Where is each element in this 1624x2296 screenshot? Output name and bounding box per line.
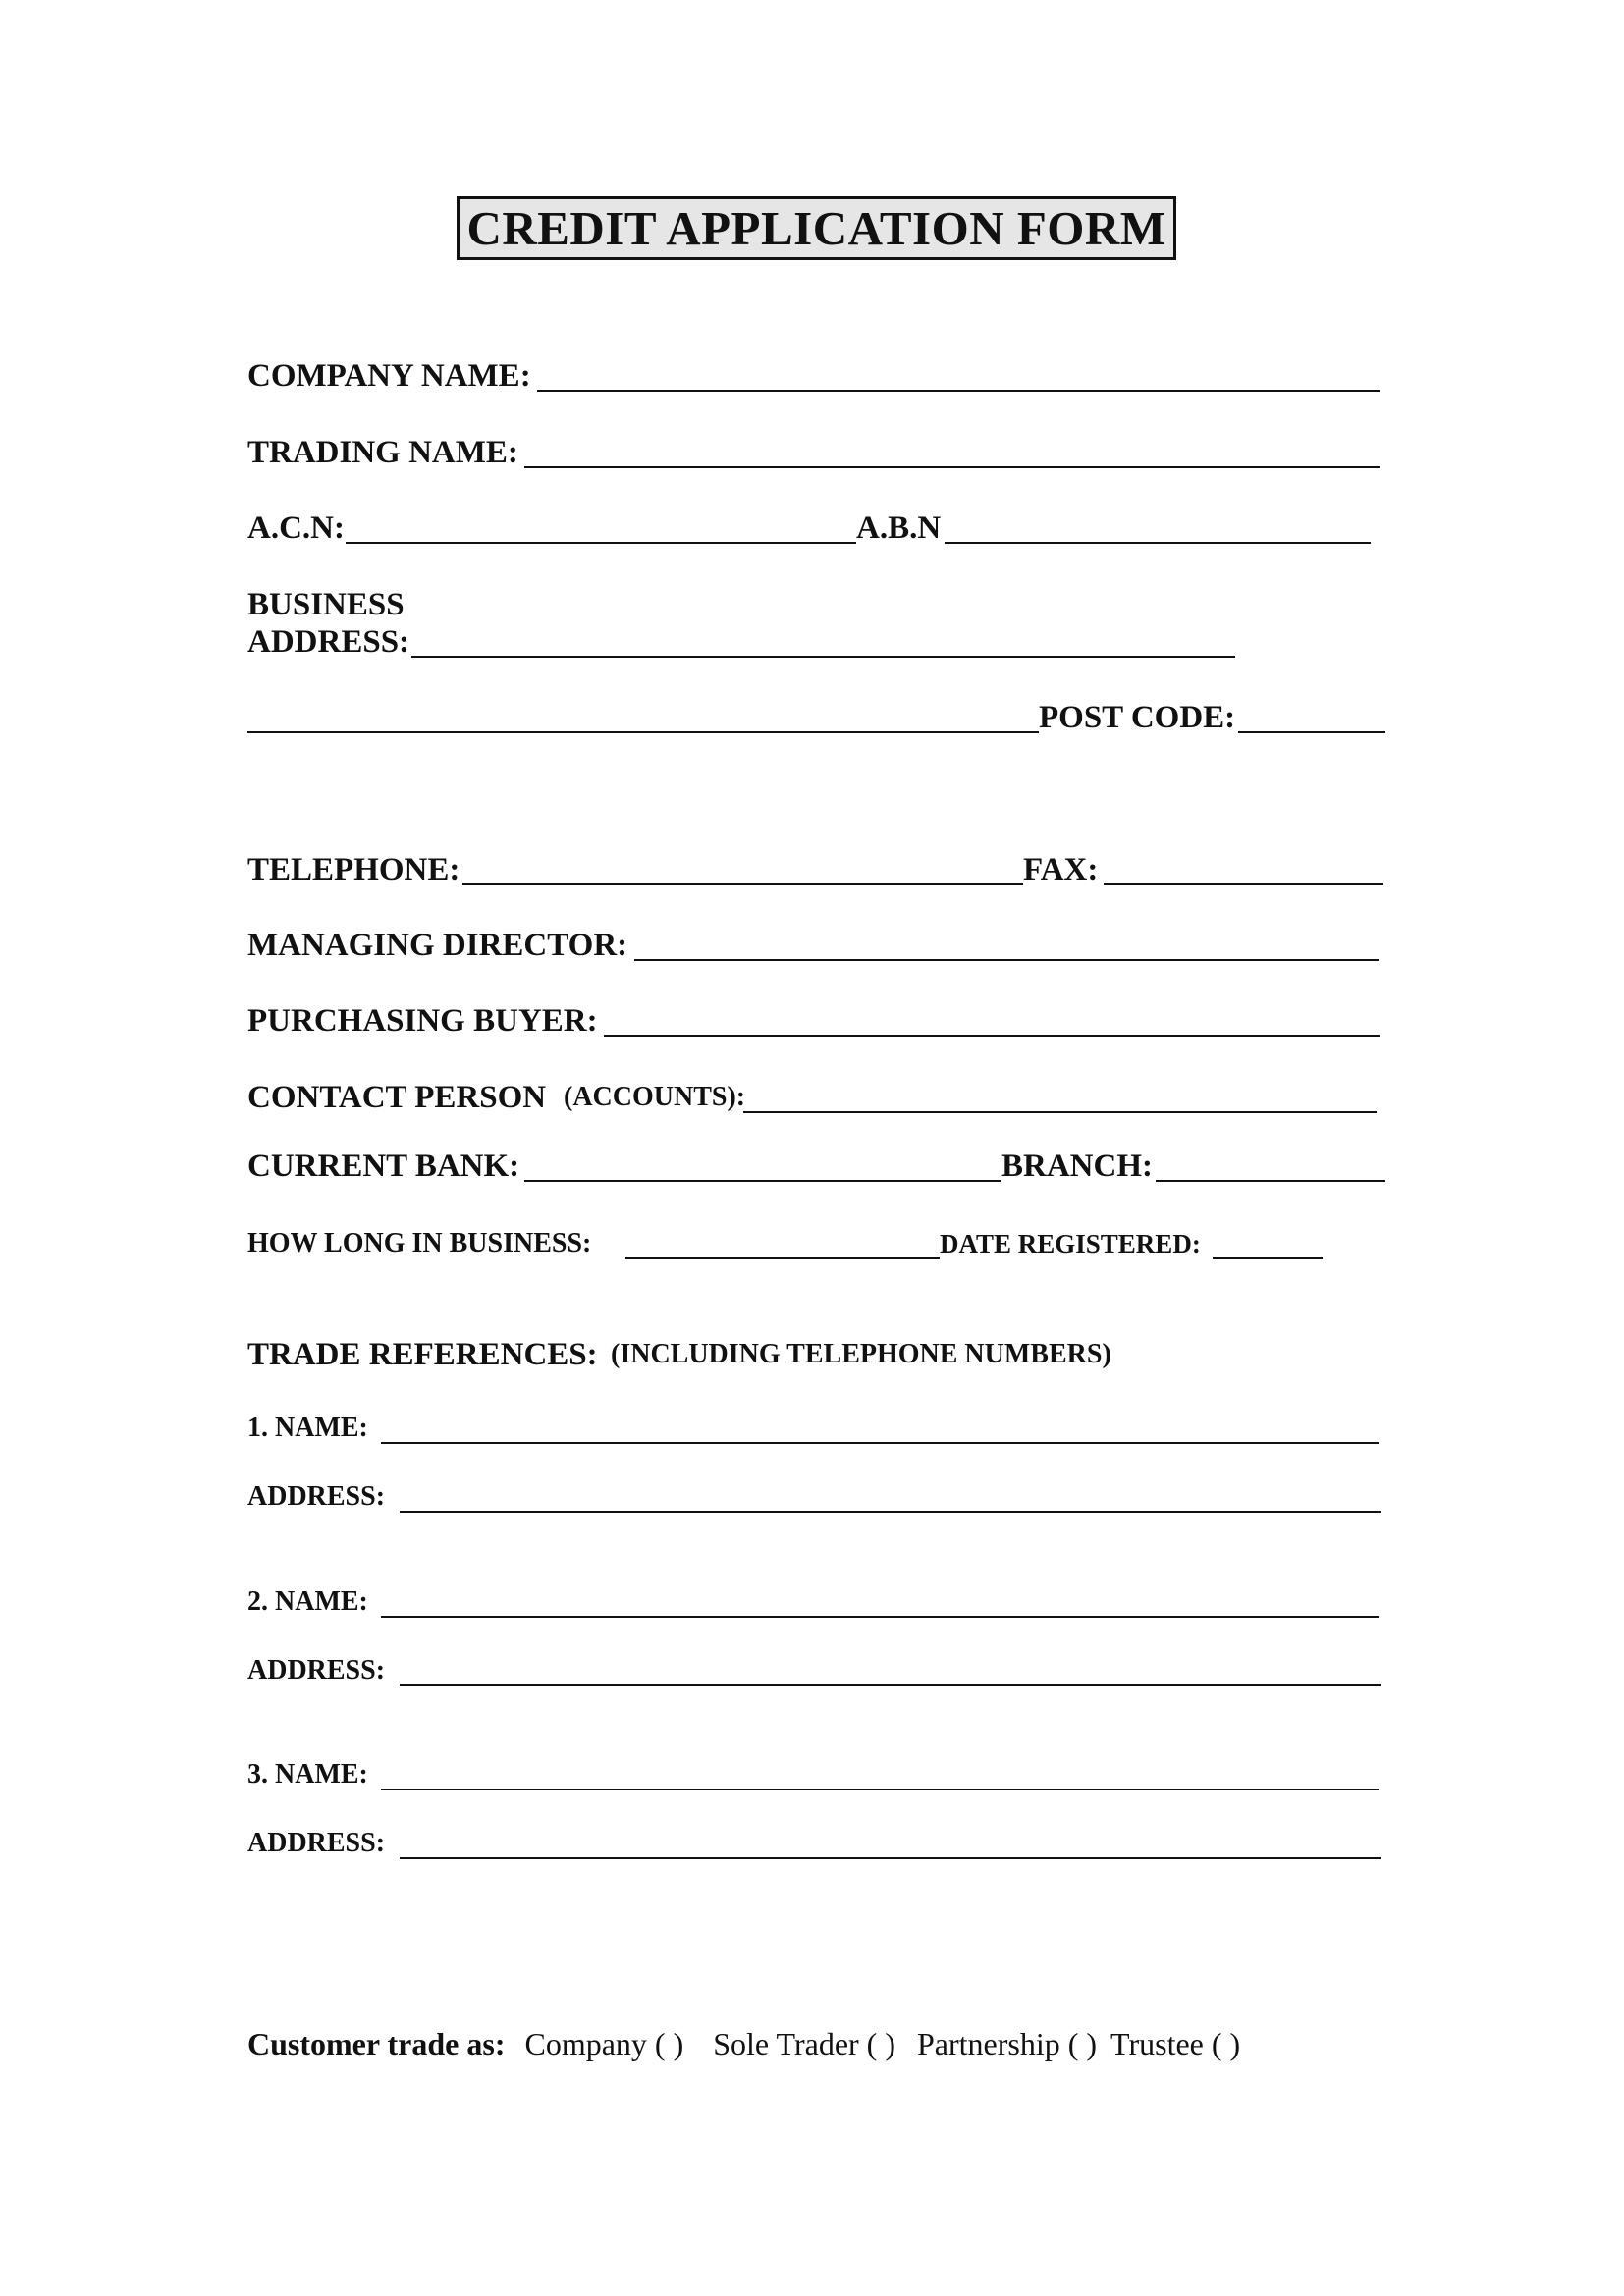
how-long-label: HOW LONG IN BUSINESS: — [247, 1228, 592, 1258]
reference-1-address-label: ADDRESS: — [247, 1481, 386, 1512]
business-address-label-line1: BUSINESS — [247, 587, 405, 622]
acn-field[interactable] — [346, 542, 856, 544]
branch-label: BRANCH: — [1001, 1148, 1153, 1184]
reference-1-name-field[interactable] — [381, 1442, 1379, 1444]
contact-person-field[interactable] — [743, 1111, 1377, 1113]
telephone-field[interactable] — [462, 883, 1023, 885]
reference-2-address-field[interactable] — [400, 1684, 1381, 1686]
how-long-field[interactable] — [625, 1257, 940, 1259]
reference-2-name-label: 2. NAME: — [247, 1586, 368, 1617]
trade-option-sole-trader[interactable]: Sole Trader ( ) — [713, 2026, 895, 2061]
trading-name-label: TRADING NAME: — [247, 435, 518, 470]
managing-director-label: MANAGING DIRECTOR: — [247, 928, 628, 963]
business-address-field-line2[interactable] — [247, 731, 1039, 733]
contact-person-note: (ACCOUNTS): — [564, 1082, 746, 1112]
contact-person-label: CONTACT PERSON — [247, 1080, 547, 1115]
reference-3-name-label: 3. NAME: — [247, 1759, 368, 1789]
trading-name-field[interactable] — [524, 466, 1380, 468]
current-bank-field[interactable] — [524, 1180, 1001, 1182]
date-registered-label: DATE REGISTERED: — [940, 1229, 1201, 1258]
customer-trade-row — [247, 2024, 1240, 2063]
post-code-field[interactable] — [1238, 731, 1385, 733]
trade-references-note: (INCLUDING TELEPHONE NUMBERS) — [611, 1339, 1111, 1369]
fax-field[interactable] — [1104, 883, 1383, 885]
purchasing-buyer-label: PURCHASING BUYER: — [247, 1003, 598, 1039]
reference-1-address-field[interactable] — [400, 1511, 1381, 1513]
abn-label: A.B.N — [856, 510, 942, 546]
business-address-label-line2: ADDRESS: — [247, 624, 410, 660]
form-title: CREDIT APPLICATION FORM — [457, 196, 1176, 260]
reference-1-name-label: 1. NAME: — [247, 1413, 368, 1443]
trade-option-trustee[interactable]: Trustee ( ) — [1110, 2026, 1241, 2061]
abn-field[interactable] — [945, 542, 1371, 544]
reference-3-name-field[interactable] — [381, 1789, 1379, 1790]
branch-field[interactable] — [1156, 1180, 1385, 1182]
fax-label: FAX: — [1023, 852, 1099, 887]
trade-option-partnership[interactable]: Partnership ( ) — [916, 2026, 1098, 2061]
reference-3-address-field[interactable] — [400, 1857, 1381, 1859]
reference-2-address-label: ADDRESS: — [247, 1655, 386, 1685]
company-name-label: COMPANY NAME: — [247, 358, 531, 394]
post-code-label: POST CODE: — [1039, 700, 1236, 735]
purchasing-buyer-field[interactable] — [604, 1035, 1380, 1037]
trade-references-label: TRADE REFERENCES: — [247, 1337, 598, 1372]
managing-director-field[interactable] — [634, 959, 1379, 961]
telephone-label: TELEPHONE: — [247, 852, 460, 887]
date-registered-field[interactable] — [1213, 1257, 1323, 1259]
business-address-field[interactable] — [411, 656, 1235, 658]
current-bank-label: CURRENT BANK: — [247, 1148, 520, 1184]
acn-label: A.C.N: — [247, 510, 345, 546]
company-name-field[interactable] — [537, 390, 1380, 392]
trade-option-company[interactable]: Company ( ) — [524, 2026, 684, 2061]
reference-3-address-label: ADDRESS: — [247, 1828, 386, 1858]
customer-trade-label: Customer trade as: — [247, 2026, 506, 2061]
reference-2-name-field[interactable] — [381, 1616, 1379, 1618]
